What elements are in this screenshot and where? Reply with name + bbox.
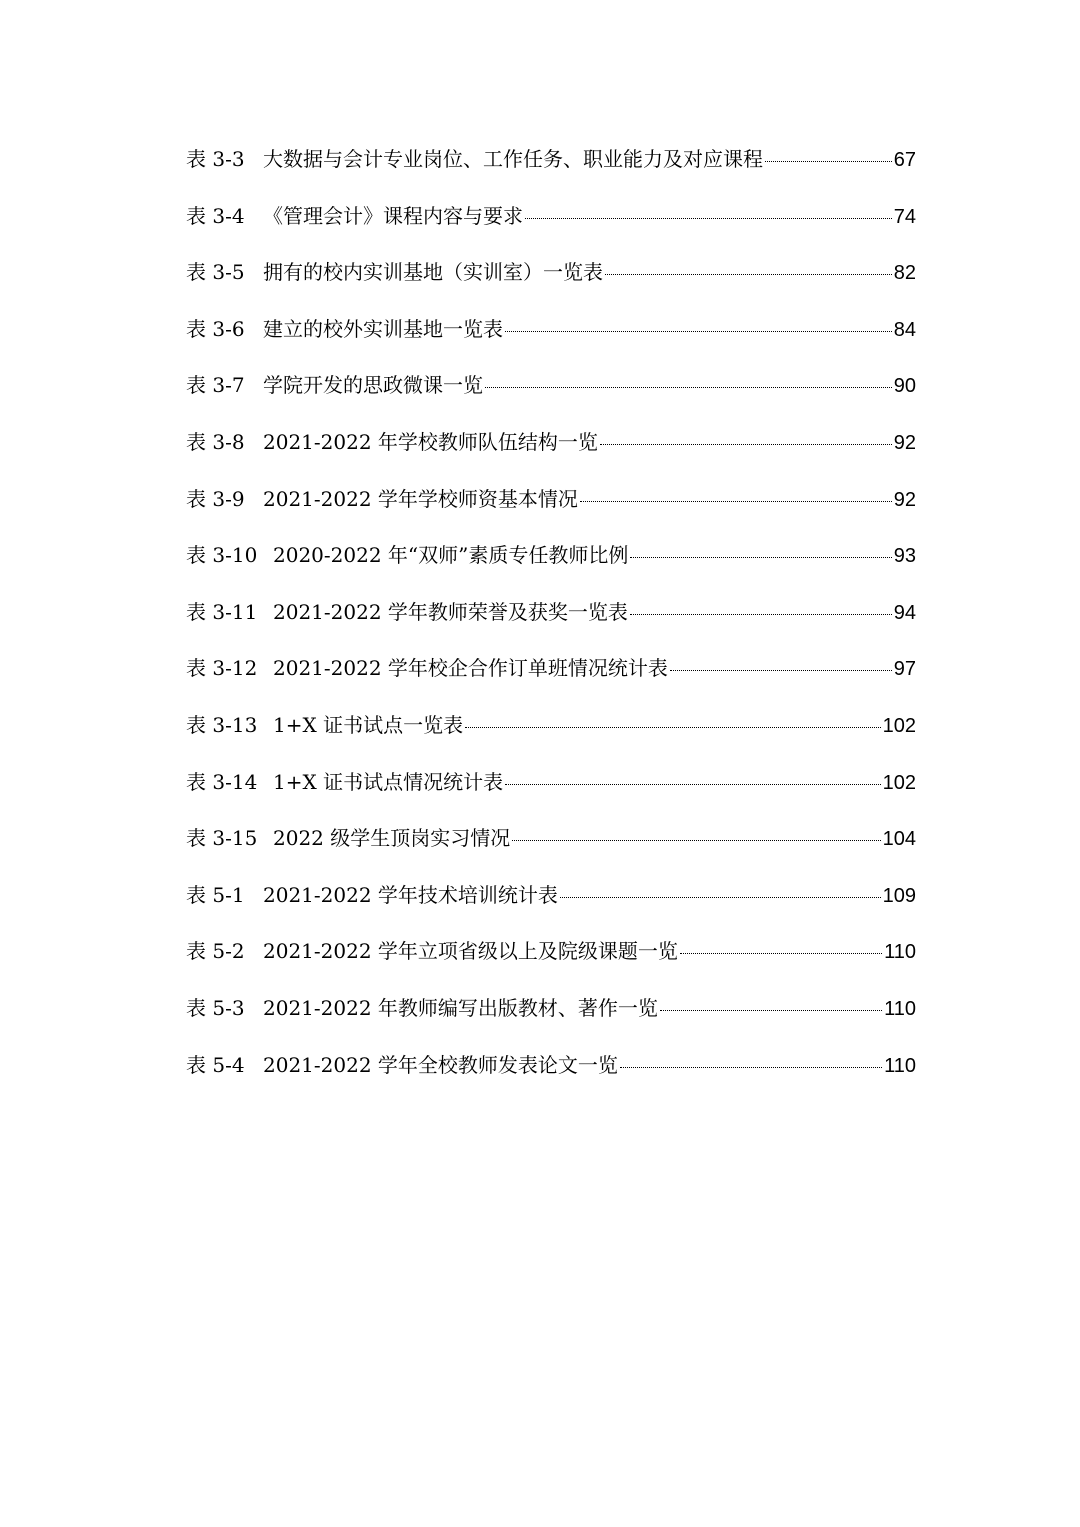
toc-entry-label: 表 5-1 bbox=[186, 882, 245, 907]
dot-leader bbox=[630, 612, 892, 615]
toc-entry-label: 表 3-15 bbox=[186, 826, 258, 851]
toc-entry-title: 建立的校外实训基地一览表 bbox=[263, 316, 503, 341]
dot-leader bbox=[660, 1008, 882, 1011]
dot-leader bbox=[560, 895, 881, 898]
toc-entry-page: 110 bbox=[884, 1054, 916, 1077]
toc-entry-label: 表 3-3 bbox=[186, 147, 245, 171]
toc-entry-title: 2020-2022 年“双师”素质专任教师比例 bbox=[273, 543, 629, 568]
toc-entry-page: 110 bbox=[884, 997, 916, 1020]
dot-leader bbox=[505, 782, 881, 785]
toc-entry-label: 表 5-4 bbox=[186, 1052, 245, 1077]
toc-entry-page: 102 bbox=[882, 771, 916, 794]
dot-leader bbox=[525, 216, 892, 219]
toc-entry-page: 110 bbox=[884, 941, 916, 964]
toc-entry-label: 表 3-8 bbox=[186, 429, 245, 454]
toc-entry-label: 表 3-7 bbox=[186, 373, 245, 398]
toc-entry-title: 2021-2022 学年校企合作订单班情况统计表 bbox=[273, 656, 668, 681]
toc-entry[interactable] bbox=[186, 876, 916, 933]
toc-entry-label: 表 3-13 bbox=[186, 712, 258, 737]
toc-entry-page: 104 bbox=[882, 828, 916, 851]
toc-entry[interactable] bbox=[186, 536, 916, 593]
dot-leader bbox=[630, 555, 891, 558]
dot-leader bbox=[600, 442, 892, 445]
toc-entry-page: 93 bbox=[893, 545, 916, 568]
toc-entry[interactable] bbox=[186, 649, 916, 706]
toc-entry-title: 1+X 证书试点情况统计表 bbox=[273, 769, 504, 794]
toc-entry-page: 82 bbox=[893, 262, 916, 285]
toc-entry[interactable] bbox=[186, 593, 916, 650]
toc-entry[interactable] bbox=[186, 480, 916, 537]
toc-entry[interactable] bbox=[186, 423, 916, 480]
toc-entry-page: 92 bbox=[893, 488, 916, 511]
toc-entry[interactable] bbox=[186, 197, 916, 254]
toc-entry-page: 84 bbox=[893, 318, 916, 341]
toc-entry-title: 2021-2022 年教师编写出版教材、著作一览 bbox=[263, 995, 658, 1020]
dot-leader bbox=[670, 668, 892, 671]
table-of-contents bbox=[186, 140, 916, 1102]
toc-entry-page: 92 bbox=[893, 431, 916, 454]
toc-entry-label: 表 3-5 bbox=[186, 260, 245, 285]
toc-entry-label: 表 3-11 bbox=[186, 599, 258, 624]
toc-entry-label: 表 3-6 bbox=[186, 316, 245, 341]
toc-entry-page: 94 bbox=[893, 601, 916, 624]
toc-entry-title: 2021-2022 学年教师荣誉及获奖一览表 bbox=[273, 599, 628, 624]
toc-entry[interactable] bbox=[186, 706, 916, 763]
toc-entry-page: 67 bbox=[893, 149, 916, 171]
toc-entry[interactable] bbox=[186, 932, 916, 989]
toc-entry[interactable] bbox=[186, 763, 916, 820]
toc-entry[interactable] bbox=[186, 253, 916, 310]
toc-entry-label: 表 3-10 bbox=[186, 543, 258, 568]
toc-entry-page: 97 bbox=[893, 658, 916, 681]
dot-leader bbox=[465, 725, 881, 728]
toc-entry-page: 74 bbox=[893, 205, 916, 228]
toc-entry-label: 表 5-2 bbox=[186, 939, 245, 964]
toc-entry-title: 1+X 证书试点一览表 bbox=[273, 712, 464, 737]
toc-entry-title: 学院开发的思政微课一览 bbox=[263, 373, 483, 398]
toc-entry-title: 拥有的校内实训基地（实训室）一览表 bbox=[263, 260, 603, 285]
dot-leader bbox=[580, 499, 892, 502]
toc-entry[interactable] bbox=[186, 140, 916, 197]
toc-entry[interactable] bbox=[186, 366, 916, 423]
toc-entry-label: 表 5-3 bbox=[186, 995, 245, 1020]
toc-entry[interactable] bbox=[186, 310, 916, 367]
toc-entry-page: 90 bbox=[893, 375, 916, 398]
dot-leader bbox=[485, 385, 892, 388]
dot-leader bbox=[765, 159, 892, 162]
toc-entry-title: 《管理会计》课程内容与要求 bbox=[263, 203, 523, 228]
dot-leader bbox=[620, 1065, 882, 1068]
toc-entry-label: 表 3-4 bbox=[186, 203, 245, 228]
dot-leader bbox=[505, 329, 892, 332]
toc-entry-title: 2021-2022 学年立项省级以上及院级课题一览 bbox=[263, 939, 678, 964]
toc-entry-title: 2021-2022 学年学校师资基本情况 bbox=[263, 486, 578, 511]
toc-entry[interactable] bbox=[186, 1046, 916, 1103]
toc-entry-page: 109 bbox=[882, 884, 916, 907]
toc-entry-title: 2021-2022 学年全校教师发表论文一览 bbox=[263, 1052, 618, 1077]
toc-entry-page: 102 bbox=[882, 714, 916, 737]
dot-leader bbox=[605, 272, 892, 275]
toc-entry-title: 2021-2022 学年技术培训统计表 bbox=[263, 882, 558, 907]
dot-leader bbox=[512, 838, 880, 841]
toc-entry[interactable] bbox=[186, 819, 916, 876]
dot-leader bbox=[680, 951, 882, 954]
toc-entry-title: 大数据与会计专业岗位、工作任务、职业能力及对应课程 bbox=[263, 147, 763, 171]
toc-entry-label: 表 3-12 bbox=[186, 656, 258, 681]
toc-entry-label: 表 3-9 bbox=[186, 486, 245, 511]
toc-entry-title: 2021-2022 年学校教师队伍结构一览 bbox=[263, 429, 598, 454]
toc-entry-title: 2022 级学生顶岗实习情况 bbox=[273, 826, 511, 851]
toc-entry[interactable] bbox=[186, 989, 916, 1046]
toc-entry-label: 表 3-14 bbox=[186, 769, 258, 794]
